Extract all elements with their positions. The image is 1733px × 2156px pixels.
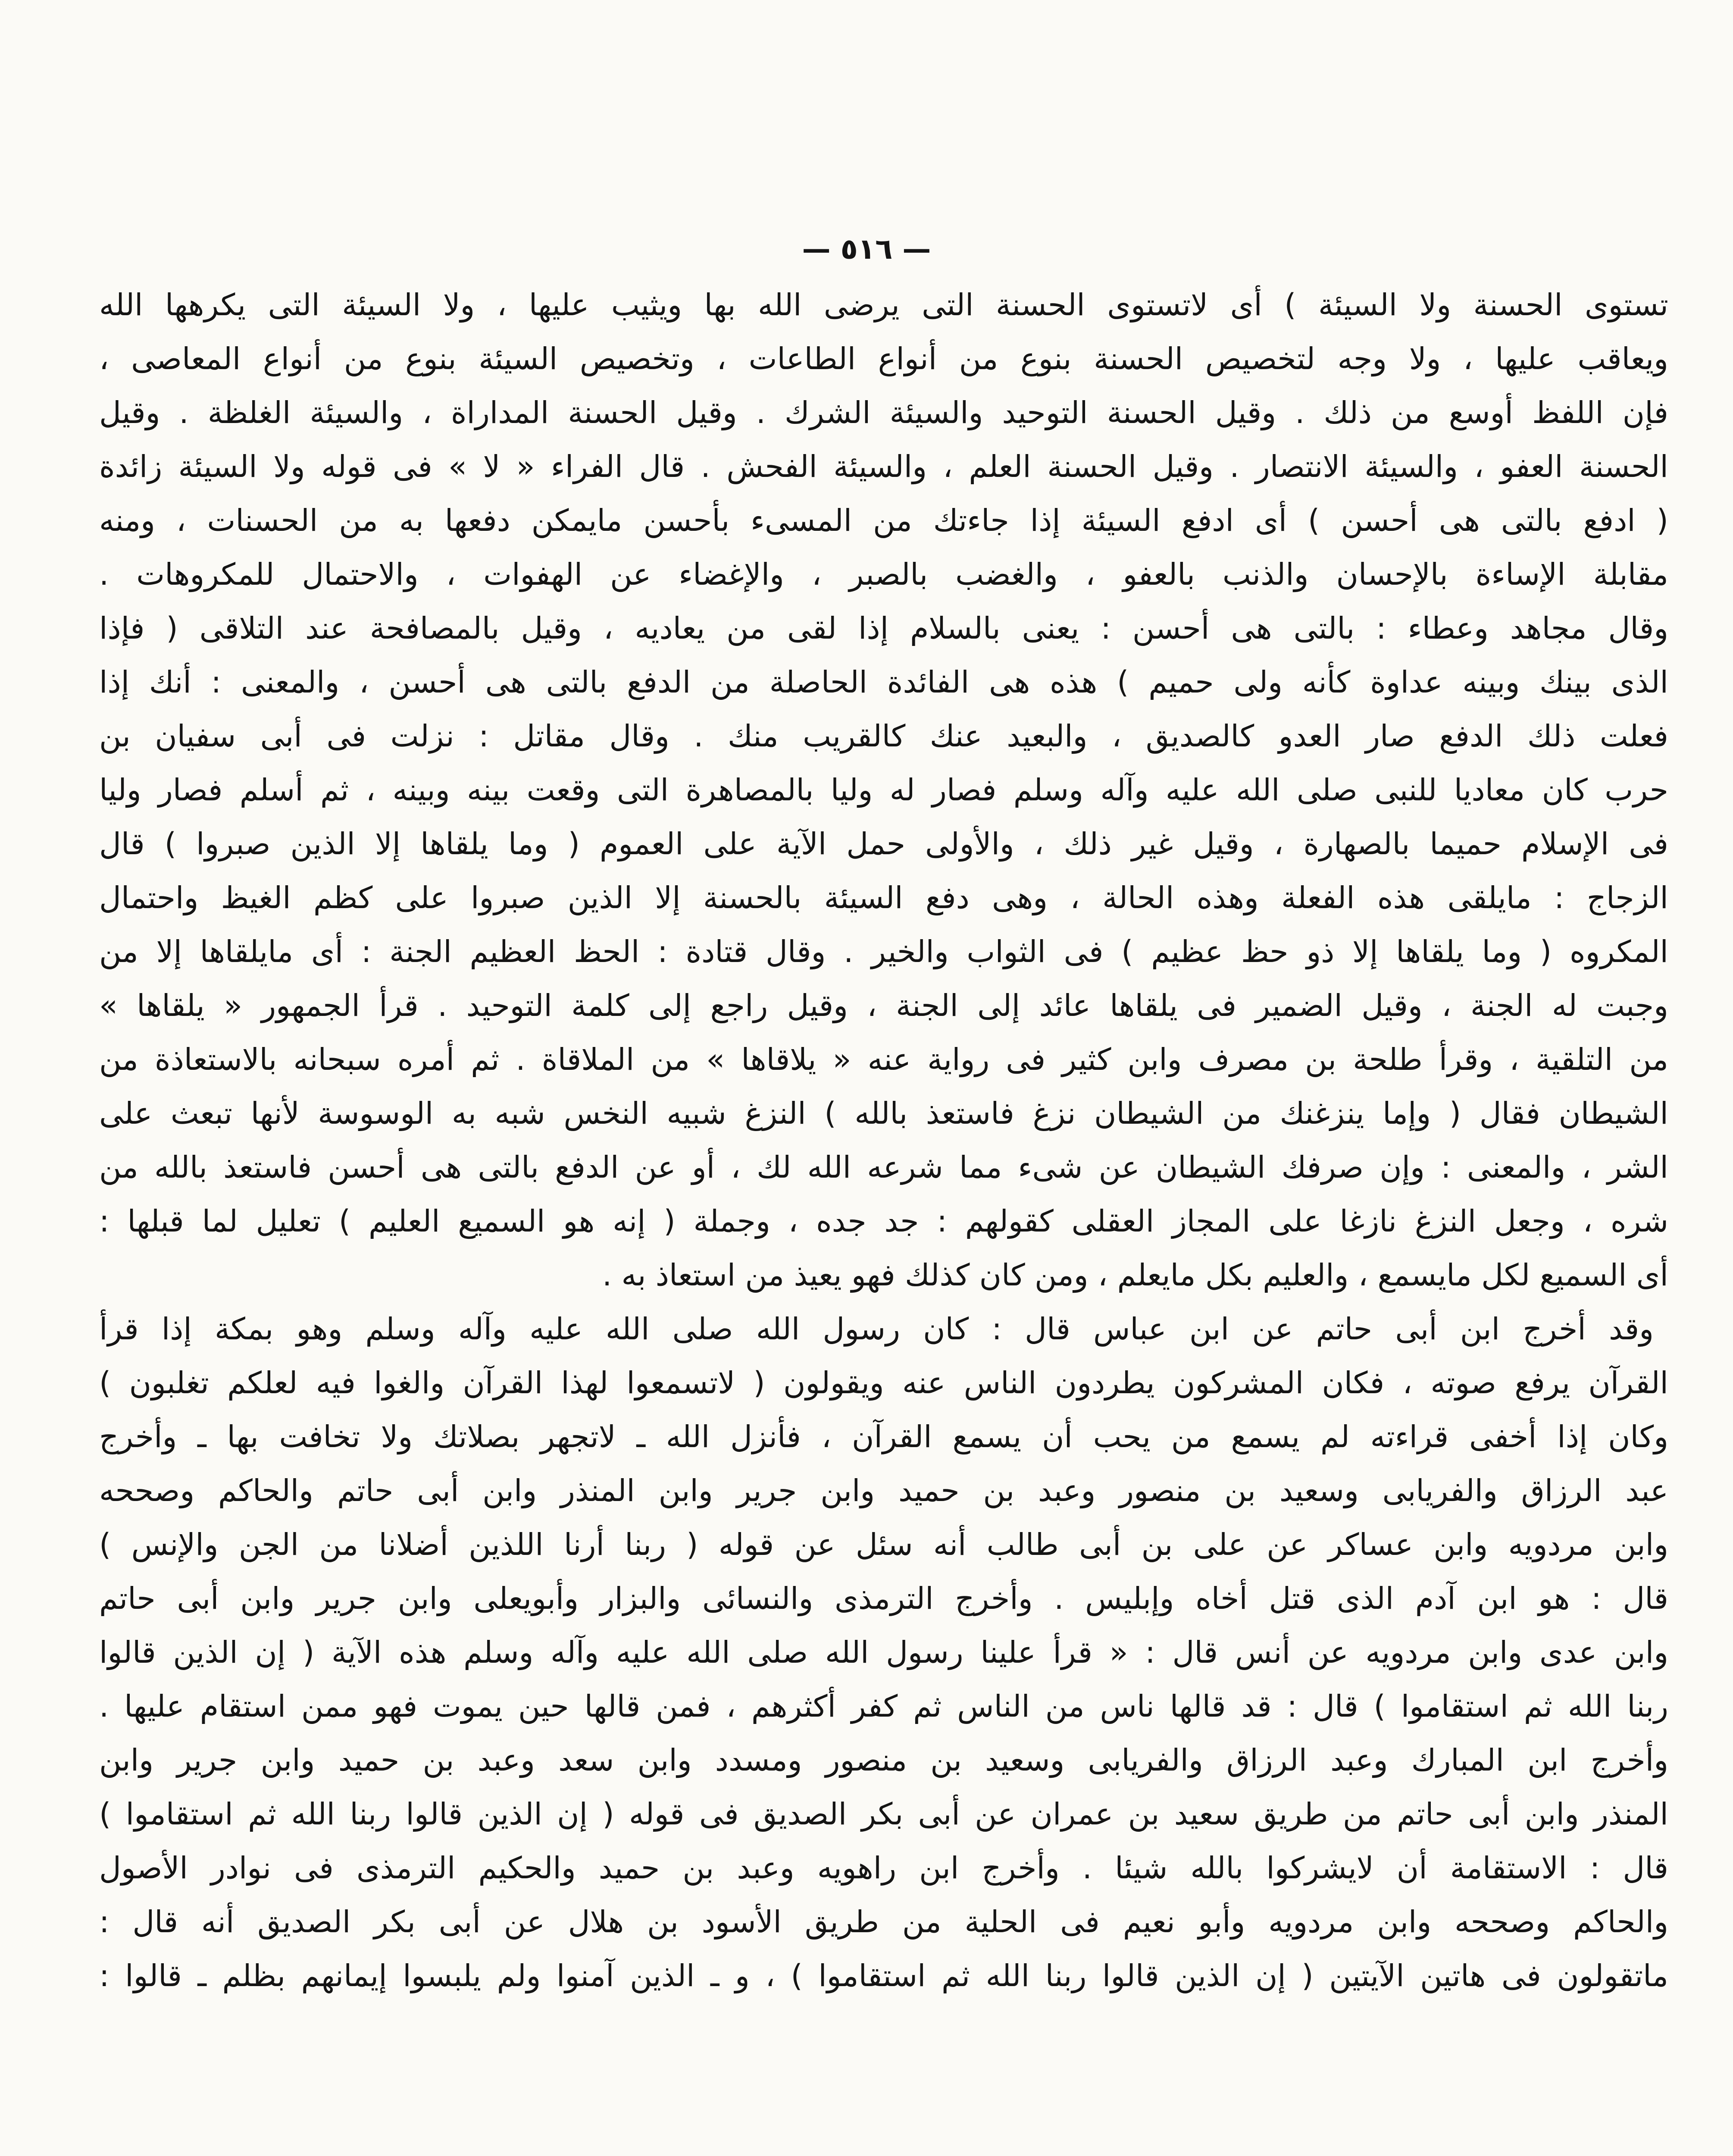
text-line: الشيطان فقال ( وإما ينزغنك من الشيطان نزغ فاستعذ بالله ) النزغ شبيه النخس شبه به الوسوسة لأنها تبعث على — [99, 1096, 1668, 1131]
text-line: وابن عدى وابن مردويه عن أنس قال : « قرأ علينا رسول الله صلى الله عليه وآله وسلم هذه الآية ( إن الذين قالوا — [99, 1635, 1668, 1670]
text-line: مقابلة الإساءة بالإحسان والذنب بالعفو ، والغضب بالصبر ، والإغضاء عن الهفوات ، والاحتمال للمكروهات . — [99, 557, 1668, 592]
page-number: — ٥١٦ — — [802, 232, 931, 266]
text-line: تستوى الحسنة ولا السيئة ) أى لاتستوى الحسنة التى يرضى الله بها ويثيب عليها ، ولا السيئة التى يكرهها الله — [99, 287, 1668, 323]
paragraph-first-line: وقد أخرج ابن أبى حاتم عن ابن عباس قال : كان رسول الله صلى الله عليه وآله وسلم وهو بمكة إذا قرأ — [99, 1311, 1654, 1347]
text-line: عبد الرزاق والفريابى وسعيد بن منصور وعبد بن حميد وابن جرير وابن المنذر وابن أبى حاتم والحاكم وصححه — [99, 1473, 1668, 1508]
text-line: المنذر وابن أبى حاتم من طريق سعيد بن عمران عن أبى بكر الصديق فى قوله ( إن الذين قالوا ربنا الله ثم استقاموا ) — [99, 1796, 1668, 1832]
text-line: من التلقية ، وقرأ طلحة بن مصرف وابن كثير فى رواية عنه « يلاقاها » من الملاقاة . ثم أمره سبحانه بالاستعاذة من — [99, 1042, 1668, 1077]
text-line: فعلت ذلك الدفع صار العدو كالصديق ، والبعيد عنك كالقريب منك . وقال مقاتل : نزلت فى أبى سفيان بن — [99, 718, 1668, 754]
text-body — [99, 278, 1668, 2003]
text-line: ( ادفع بالتى هى أحسن ) أى ادفع السيئة إذا جاءتك من المسىء بأحسن مايمكن دفعها به من الحسنات ، ومنه — [99, 503, 1668, 538]
text-line: المكروه ( وما يلقاها إلا ذو حظ عظيم ) فى الثواب والخير . وقال قتادة : الحظ العظيم الجنة : أى مايلقاها إلا من — [99, 934, 1668, 969]
text-line: شره ، وجعل النزغ نازغا على المجاز العقلى كقولهم : جد جده ، وجملة ( إنه هو السميع العليم ) تعليل لما قبلها : — [99, 1203, 1668, 1239]
text-line: ربنا الله ثم استقاموا ) قال : قد قالها ناس من الناس ثم كفر أكثرهم ، فمن قالها حين يموت فهو ممن استقام عليها . — [99, 1689, 1668, 1724]
text-line: وأخرج ابن المبارك وعبد الرزاق والفريابى وسعيد بن منصور ومسدد وابن سعد وعبد بن حميد وابن جرير وابن — [99, 1742, 1668, 1778]
text-line: وقال مجاهد وعطاء : بالتى هى أحسن : يعنى بالسلام إذا لقى من يعاديه ، وقيل بالمصافحة عند التلاقى ( فإذا — [99, 611, 1668, 646]
text-line: وجبت له الجنة ، وقيل الضمير فى يلقاها عائد إلى الجنة ، وقيل راجع إلى كلمة التوحيد . قرأ الجمهور « يلقاها » — [99, 988, 1668, 1023]
paragraph-last-line: أى السميع لكل مايسمع ، والعليم بكل مايعلم ، ومن كان كذلك فهو يعيذ من استعاذ به . — [602, 1257, 1668, 1293]
text-line: القرآن يرفع صوته ، فكان المشركون يطردون الناس عنه ويقولون ( لاتسمعوا لهذا القرآن والغوا فيه لعلكم تغلبون ) — [99, 1365, 1668, 1401]
text-line: فإن اللفظ أوسع من ذلك . وقيل الحسنة التوحيد والسيئة الشرك . وقيل الحسنة المداراة ، والسيئة الغلظة . وقيل — [99, 395, 1668, 430]
text-line: الذى بينك وبينه عداوة كأنه ولى حميم ) هذه هى الفائدة الحاصلة من الدفع بالتى هى أحسن ، والمعنى : أنك إذا — [99, 664, 1668, 700]
text-line: الشر ، والمعنى : وإن صرفك الشيطان عن شىء مما شرعه الله لك ، أو عن الدفع بالتى هى أحسن فاستعذ بالله من — [99, 1150, 1668, 1185]
text-line: وابن مردويه وابن عساكر عن على بن أبى طالب أنه سئل عن قوله ( ربنا أرنا اللذين أضلانا من الجن والإنس ) — [99, 1527, 1668, 1562]
text-line: ماتقولون فى هاتين الآيتين ( إن الذين قالوا ربنا الله ثم استقاموا ) ، و ـ الذين آمنوا ولم يلبسوا إيمانهم بظلم ـ قالوا : — [99, 1958, 1668, 1993]
text-line: ويعاقب عليها ، ولا وجه لتخصيص الحسنة بنوع من أنواع الطاعات ، وتخصيص السيئة بنوع من أنواع المعاصى ، — [99, 341, 1668, 376]
text-line: قال : هو ابن آدم الذى قتل أخاه وإبليس . وأخرج الترمذى والنسائى والبزار وأبويعلى وابن جرير وابن أبى حاتم — [99, 1581, 1668, 1616]
text-line: قال : الاستقامة أن لايشركوا بالله شيئا . وأخرج ابن راهويه وعبد بن حميد والحكيم الترمذى فى نوادر الأصول — [99, 1850, 1668, 1886]
text-line: فى الإسلام حميما بالصهارة ، وقيل غير ذلك ، والأولى حمل الآية على العموم ( وما يلقاها إلا الذين صبروا ) قال — [99, 826, 1668, 862]
text-line: الحسنة العفو ، والسيئة الانتصار . وقيل الحسنة العلم ، والسيئة الفحش . قال الفراء « لا » فى قوله ولا السيئة زائدة — [99, 449, 1668, 484]
text-line: والحاكم وصححه وابن مردويه وأبو نعيم فى الحلية من طريق الأسود بن هلال عن أبى بكر الصديق أنه قال : — [99, 1904, 1668, 1940]
text-line: وكان إذا أخفى قراءته لم يسمع من يحب أن يسمع القرآن ، فأنزل الله ـ لاتجهر بصلاتك ولا تخافت بها ـ وأخرج — [99, 1419, 1668, 1454]
text-line: حرب كان معاديا للنبى صلى الله عليه وآله وسلم فصار له وليا بالمصاهرة التى وقعت بينه وبينه ، ثم أسلم فصار وليا — [99, 772, 1668, 808]
text-line: الزجاج : مايلقى هذه الفعلة وهذه الحالة ، وهى دفع السيئة بالحسنة إلا الذين صبروا على كظم الغيظ واحتمال — [99, 880, 1668, 915]
